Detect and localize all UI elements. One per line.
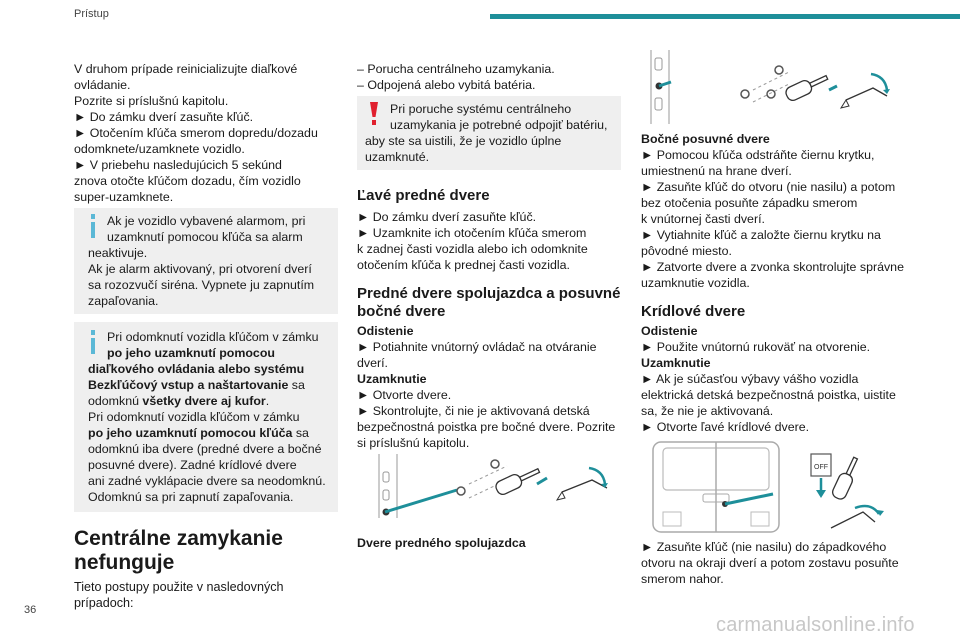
figure-wing-door <box>641 438 907 534</box>
step-line: k vnútornej časti dverí. <box>641 212 765 226</box>
figure-sliding-door <box>641 50 907 126</box>
step-line: bez otočenia posuňte západku smerom <box>641 196 858 210</box>
note-line: ani zadné vyklápacie dvere sa neodomknú. <box>88 474 326 488</box>
note-line: Pri odomknutí vozidla kľúčom v zámku <box>107 330 319 344</box>
case-line: – Odpojená alebo vybitá batéria. <box>357 78 536 92</box>
note-line <box>88 426 352 442</box>
note-line: Pri odomknutí vozidla kľúčom v zámku <box>88 410 300 424</box>
note-line <box>88 394 352 410</box>
header-accent-bar <box>490 14 960 19</box>
step-line: dverí. <box>357 356 388 370</box>
step-line: ► Do zámku dverí zasuňte kľúč. <box>357 210 537 224</box>
wing-door-illustration <box>641 438 907 534</box>
off-label: OFF <box>814 464 828 471</box>
step-line: ► Zatvorte dvere a zvonka skontrolujte správne <box>641 260 904 274</box>
step-line: ► Otočením kľúča smerom dopredu/dozadu <box>74 126 318 140</box>
step-line: ► Otvorte ľavé krídlové dvere. <box>641 420 810 434</box>
step-line: smerom nahor. <box>641 572 724 586</box>
step-line: elektrická detská bezpečnostná poistka, uistite <box>641 388 896 402</box>
note-line: Pri poruche systému centrálneho <box>390 102 572 116</box>
step-line: ► Skontrolujte, či nie je aktivovaná detská <box>357 404 590 418</box>
heading-central-locking: nefunguje <box>74 551 175 574</box>
note-line: zapaľovania. <box>88 294 159 308</box>
note-line: neaktivuje. <box>88 246 148 260</box>
figure-caption: Dvere predného spolujazdca <box>357 536 526 550</box>
note-line: posuvné dvere). Zadné krídlové dvere <box>88 458 297 472</box>
note-line: odomknú iba dvere (predné dvere a bočné <box>88 442 322 456</box>
step-line: znova otočte kľúčom dozadu, čím vozidlo <box>74 174 301 188</box>
warning-icon <box>369 102 379 126</box>
note-line: uzamykania je potrebné odpojiť batériu, <box>390 118 608 132</box>
heading-left-front-door: Ľavé predné dvere <box>357 187 490 204</box>
sliding-door-illustration <box>641 50 907 126</box>
sliding-door-label: Bočné posuvné dvere <box>641 132 770 146</box>
step-line: ► Vytiahnite kľúč a založte čiernu krytku na <box>641 228 881 242</box>
note-line: Odomknú sa pri zapnutí zapaľovania. <box>88 490 294 504</box>
step-line: si príslušnú kapitolu. <box>357 436 470 450</box>
note-alarm <box>74 208 338 314</box>
step-line: ► Potiahnite vnútorný ovládač na otváranie <box>357 340 597 354</box>
step-line: odomknete/uzamknete vozidlo. <box>74 142 245 156</box>
step-line: k zadnej časti vozidla alebo ich odomknite <box>357 242 588 256</box>
step-line: ► V priebehu nasledujúcich 5 sekúnd <box>74 158 282 172</box>
case-line: – Porucha centrálneho uzamykania. <box>357 62 555 76</box>
note-line: diaľkového ovládania alebo systému <box>88 362 305 376</box>
intro-line: Pozrite si príslušnú kapitolu. <box>74 94 229 108</box>
bold-fragment: Bezkľúčový vstup a naštartovanie <box>88 378 289 392</box>
note-line: uzamknutí pomocou kľúča sa alarm <box>107 230 303 244</box>
heading-central-locking: Centrálne zamykanie <box>74 527 283 550</box>
note-line: sa rozozvučí siréna. Vypnete ju zapnutím <box>88 278 315 292</box>
note-warning <box>357 96 621 170</box>
note-line: uzamknuté. <box>365 150 430 164</box>
note-line: po jeho uzamknutí pomocou <box>107 346 275 360</box>
step-line: otočením kľúča k prednej časti vozidla. <box>357 258 570 272</box>
page-number: 36 <box>24 604 37 616</box>
note-unlock <box>74 322 338 512</box>
passenger-door-illustration <box>357 454 623 520</box>
note-line: aby ste sa uistili, že je vozidlo úplne <box>365 134 562 148</box>
note-line <box>88 378 352 394</box>
step-line: ► Pomocou kľúča odstráňte čiernu krytku, <box>641 148 875 162</box>
unlock-label: Odistenie <box>357 324 414 338</box>
note-line: Ak je alarm aktivovaný, pri otvorení dverí <box>88 262 312 276</box>
unlock-label: Odistenie <box>641 324 698 338</box>
lock-label: Uzamknutie <box>641 356 711 370</box>
heading-wing-doors: Krídlové dvere <box>641 303 746 320</box>
step-line: bezpečnostná poistka pre bočné dvere. Pozrite <box>357 420 616 434</box>
lock-label: Uzamknutie <box>357 372 427 386</box>
central-intro: Tieto postupy použite v nasledovných prípadoch: <box>74 580 284 610</box>
step-line: otvoru na okraji dverí a potom zostavu posuňte <box>641 556 899 570</box>
step-line: ► Uzamknite ich otočením kľúča smerom <box>357 226 587 240</box>
step-line: uzamknutie vozidla. <box>641 276 750 290</box>
heading-passenger-door: bočné dvere <box>357 303 446 320</box>
step-line: ► Ak je súčasťou výbavy vášho vozidla <box>641 372 859 386</box>
text-fragment: . <box>265 394 270 408</box>
info-icon <box>89 330 97 354</box>
text-fragment: sa <box>292 426 309 440</box>
text-fragment: odomknú <box>88 394 143 408</box>
step-line: pôvodné miesto. <box>641 244 732 258</box>
step-line: ► Použite vnútornú rukoväť na otvorenie. <box>641 340 871 354</box>
bold-fragment: všetky dvere aj kufor <box>142 394 266 408</box>
step-line: super-uzamknete. <box>74 190 174 204</box>
step-line: ► Zasuňte kľúč (nie nasilu) do západkového <box>641 540 887 554</box>
text-fragment: sa <box>288 378 305 392</box>
step-line: ► Zasuňte kľúč do otvoru (nie nasilu) a potom <box>641 180 896 194</box>
watermark: carmanualsonline.info <box>716 614 915 636</box>
step-line: ► Otvorte dvere. <box>357 388 452 402</box>
bold-fragment: po jeho uzamknutí pomocou kľúča <box>88 426 293 440</box>
intro-line: V druhom prípade reinicializujte diaľkové <box>74 62 298 76</box>
intro-line: ovládanie. <box>74 78 131 92</box>
step-line: ► Do zámku dverí zasuňte kľúč. <box>74 110 254 124</box>
step-line: sa, že nie je aktivovaná. <box>641 404 774 418</box>
note-line: Ak je vozidlo vybavené alarmom, pri <box>107 214 306 228</box>
info-icon <box>89 214 97 238</box>
figure-passenger-door <box>357 454 623 520</box>
heading-passenger-door: Predné dvere spolujazdca a posuvné <box>357 285 621 302</box>
section-title: Prístup <box>74 8 109 20</box>
step-line: umiestnenú na hrane dverí. <box>641 164 792 178</box>
